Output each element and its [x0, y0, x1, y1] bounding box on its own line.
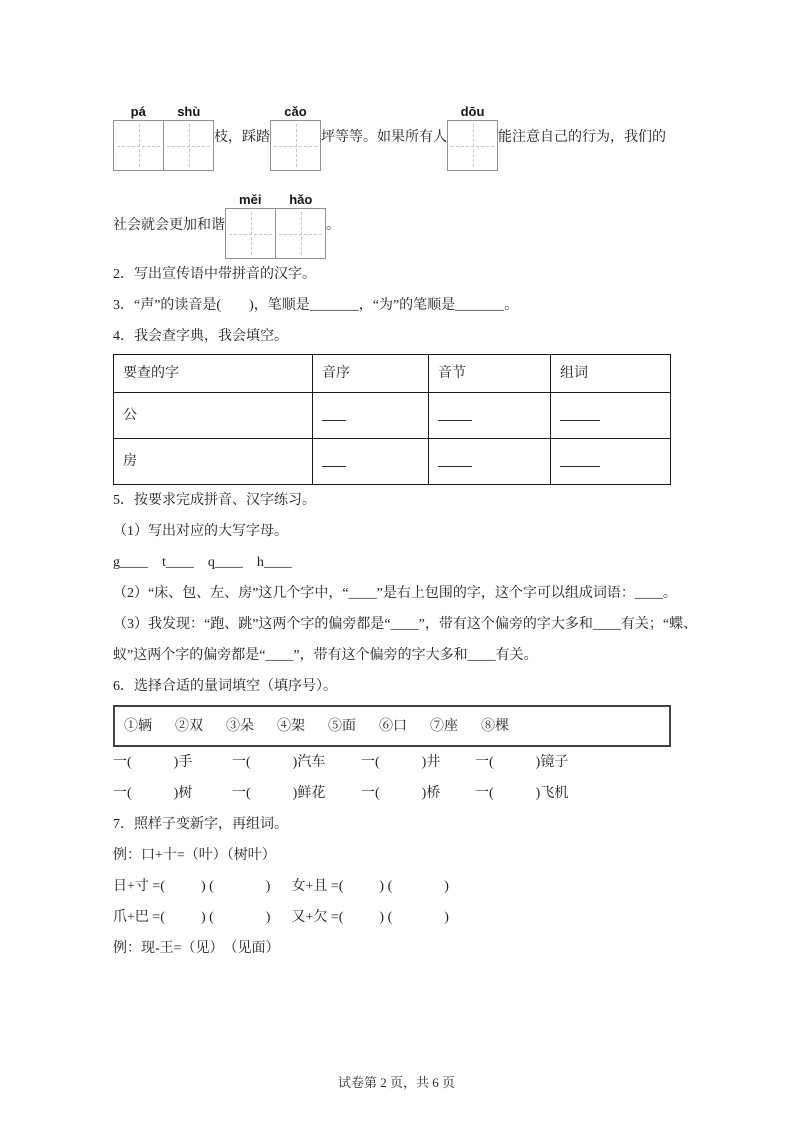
option-item: ⑤面	[328, 718, 356, 734]
fill-unit: 一( )镜子	[475, 755, 569, 770]
q7-row-2	[113, 902, 683, 933]
char-combine-unit: 日+寸 =( ) ( )	[113, 879, 271, 894]
char-combine-unit: 女+且 =( ) ( )	[291, 879, 449, 894]
question-6: 6．选择合适的量词填空（填序号）。	[113, 679, 337, 694]
pinyin-label: shù	[177, 104, 201, 119]
q5-part-3-line-2: 蚁”这两个字的偏旁都是“____”，带有这个偏旁的字大多和____有关。	[113, 648, 538, 663]
q1-text: 能注意自己的行为，我们的	[498, 129, 666, 145]
hanzi-grid-box	[447, 120, 498, 171]
question-1-pinyin-writing	[113, 103, 683, 259]
table-row	[114, 393, 671, 439]
q5-part-1: （1）写出对应的大写字母。	[113, 524, 288, 539]
q7-row-1	[113, 871, 683, 902]
q1-text: 。	[326, 217, 340, 233]
hanzi-grid-box	[113, 120, 164, 171]
pinyin-label: měi	[239, 192, 262, 207]
q1-text: 社会就会更加和谐	[113, 217, 225, 233]
hanzi-grid-box	[163, 120, 214, 171]
option-item: ⑦座	[430, 718, 458, 734]
option-item: ①辆	[124, 718, 152, 734]
question-4: 4．我会查字典，我会填空。	[113, 329, 288, 344]
fill-unit: 一( )汽车	[232, 755, 326, 770]
fill-unit: 一( )手	[113, 755, 193, 770]
table-header-cell: 组词	[551, 355, 671, 393]
pinyin-label: hǎo	[289, 192, 313, 207]
q1-line-1	[113, 103, 683, 171]
hanzi-write-box-group	[270, 103, 321, 171]
option-item: ②双	[175, 718, 203, 734]
q5-part-3-line-1: （3）我发现：“跑、跳”这两个字的偏旁都是“____”，带有这个偏旁的字大多和____有关；“蝶、	[113, 617, 698, 632]
fill-unit: 一( )桥	[361, 786, 441, 801]
question-7: 7．照样子变新字，再组词。	[113, 817, 288, 832]
q1-line-2	[113, 191, 683, 259]
q7-example-2: 例：现-王=（见） （见面）	[113, 941, 280, 956]
fill-unit: 一( )鲜花	[232, 786, 326, 801]
lookup-char-cell: 房	[114, 439, 313, 485]
page-footer: 试卷第 2 页，共 6 页	[337, 1075, 455, 1090]
blank-line	[560, 454, 600, 467]
blank-line	[560, 408, 600, 421]
lookup-char-cell: 公	[114, 393, 313, 439]
hanzi-write-box-group	[113, 103, 214, 171]
hanzi-grid-box	[225, 208, 276, 259]
q7-example-1: 例：口+十=（叶）（树叶）	[113, 848, 276, 863]
q6-fill-row-1	[113, 747, 683, 778]
question-2: 2．写出宣传语中带拼音的汉字。	[113, 267, 316, 282]
blank-line	[438, 408, 472, 421]
blank-line	[438, 454, 472, 467]
q1-text: 枝，踩踏	[214, 129, 270, 145]
option-item: ⑥口	[379, 718, 407, 734]
char-combine-unit: 又+欠 =( ) ( )	[291, 910, 449, 925]
hanzi-grid-box	[270, 120, 321, 171]
option-item: ⑧棵	[481, 718, 509, 734]
pinyin-label: dōu	[460, 104, 485, 119]
dictionary-lookup-table	[113, 354, 671, 485]
char-combine-unit: 爪+巴 =( ) ( )	[113, 910, 271, 925]
q6-fill-row-2	[113, 778, 683, 809]
fill-unit: 一( )飞机	[475, 786, 569, 801]
table-header-cell: 音节	[429, 355, 551, 393]
blank-line	[322, 454, 346, 467]
option-item: ④架	[277, 718, 305, 734]
blank-line	[322, 408, 346, 421]
table-header-cell: 音序	[313, 355, 429, 393]
fill-unit: 一( )树	[113, 786, 193, 801]
q5-part-1-answer-line: g____ t____ q____ h____	[113, 555, 292, 570]
table-header-row	[114, 355, 671, 393]
q5-part-2: （2）“床、包、左、房”这几个字中，“____”是右上包围的字，这个字可以组成词语：____。	[113, 586, 677, 601]
table-row	[114, 439, 671, 485]
pinyin-label-row	[113, 103, 214, 120]
pinyin-label: cǎo	[284, 104, 307, 119]
option-item: ③朵	[226, 718, 254, 734]
question-5: 5．按要求完成拼音、汉字练习。	[113, 493, 316, 508]
hanzi-write-box-group	[447, 103, 498, 171]
measure-word-options-box	[113, 705, 671, 747]
hanzi-grid-box	[275, 208, 326, 259]
question-3: 3．“声”的读音是( )，笔顺是_______，“为”的笔顺是_______。	[113, 298, 519, 313]
fill-unit: 一( )井	[361, 755, 441, 770]
q1-text: 坪等等。如果所有人	[321, 129, 447, 145]
table-header-cell: 要查的字	[114, 355, 313, 393]
hanzi-write-box-group	[225, 191, 326, 259]
pinyin-label: pá	[130, 104, 146, 119]
